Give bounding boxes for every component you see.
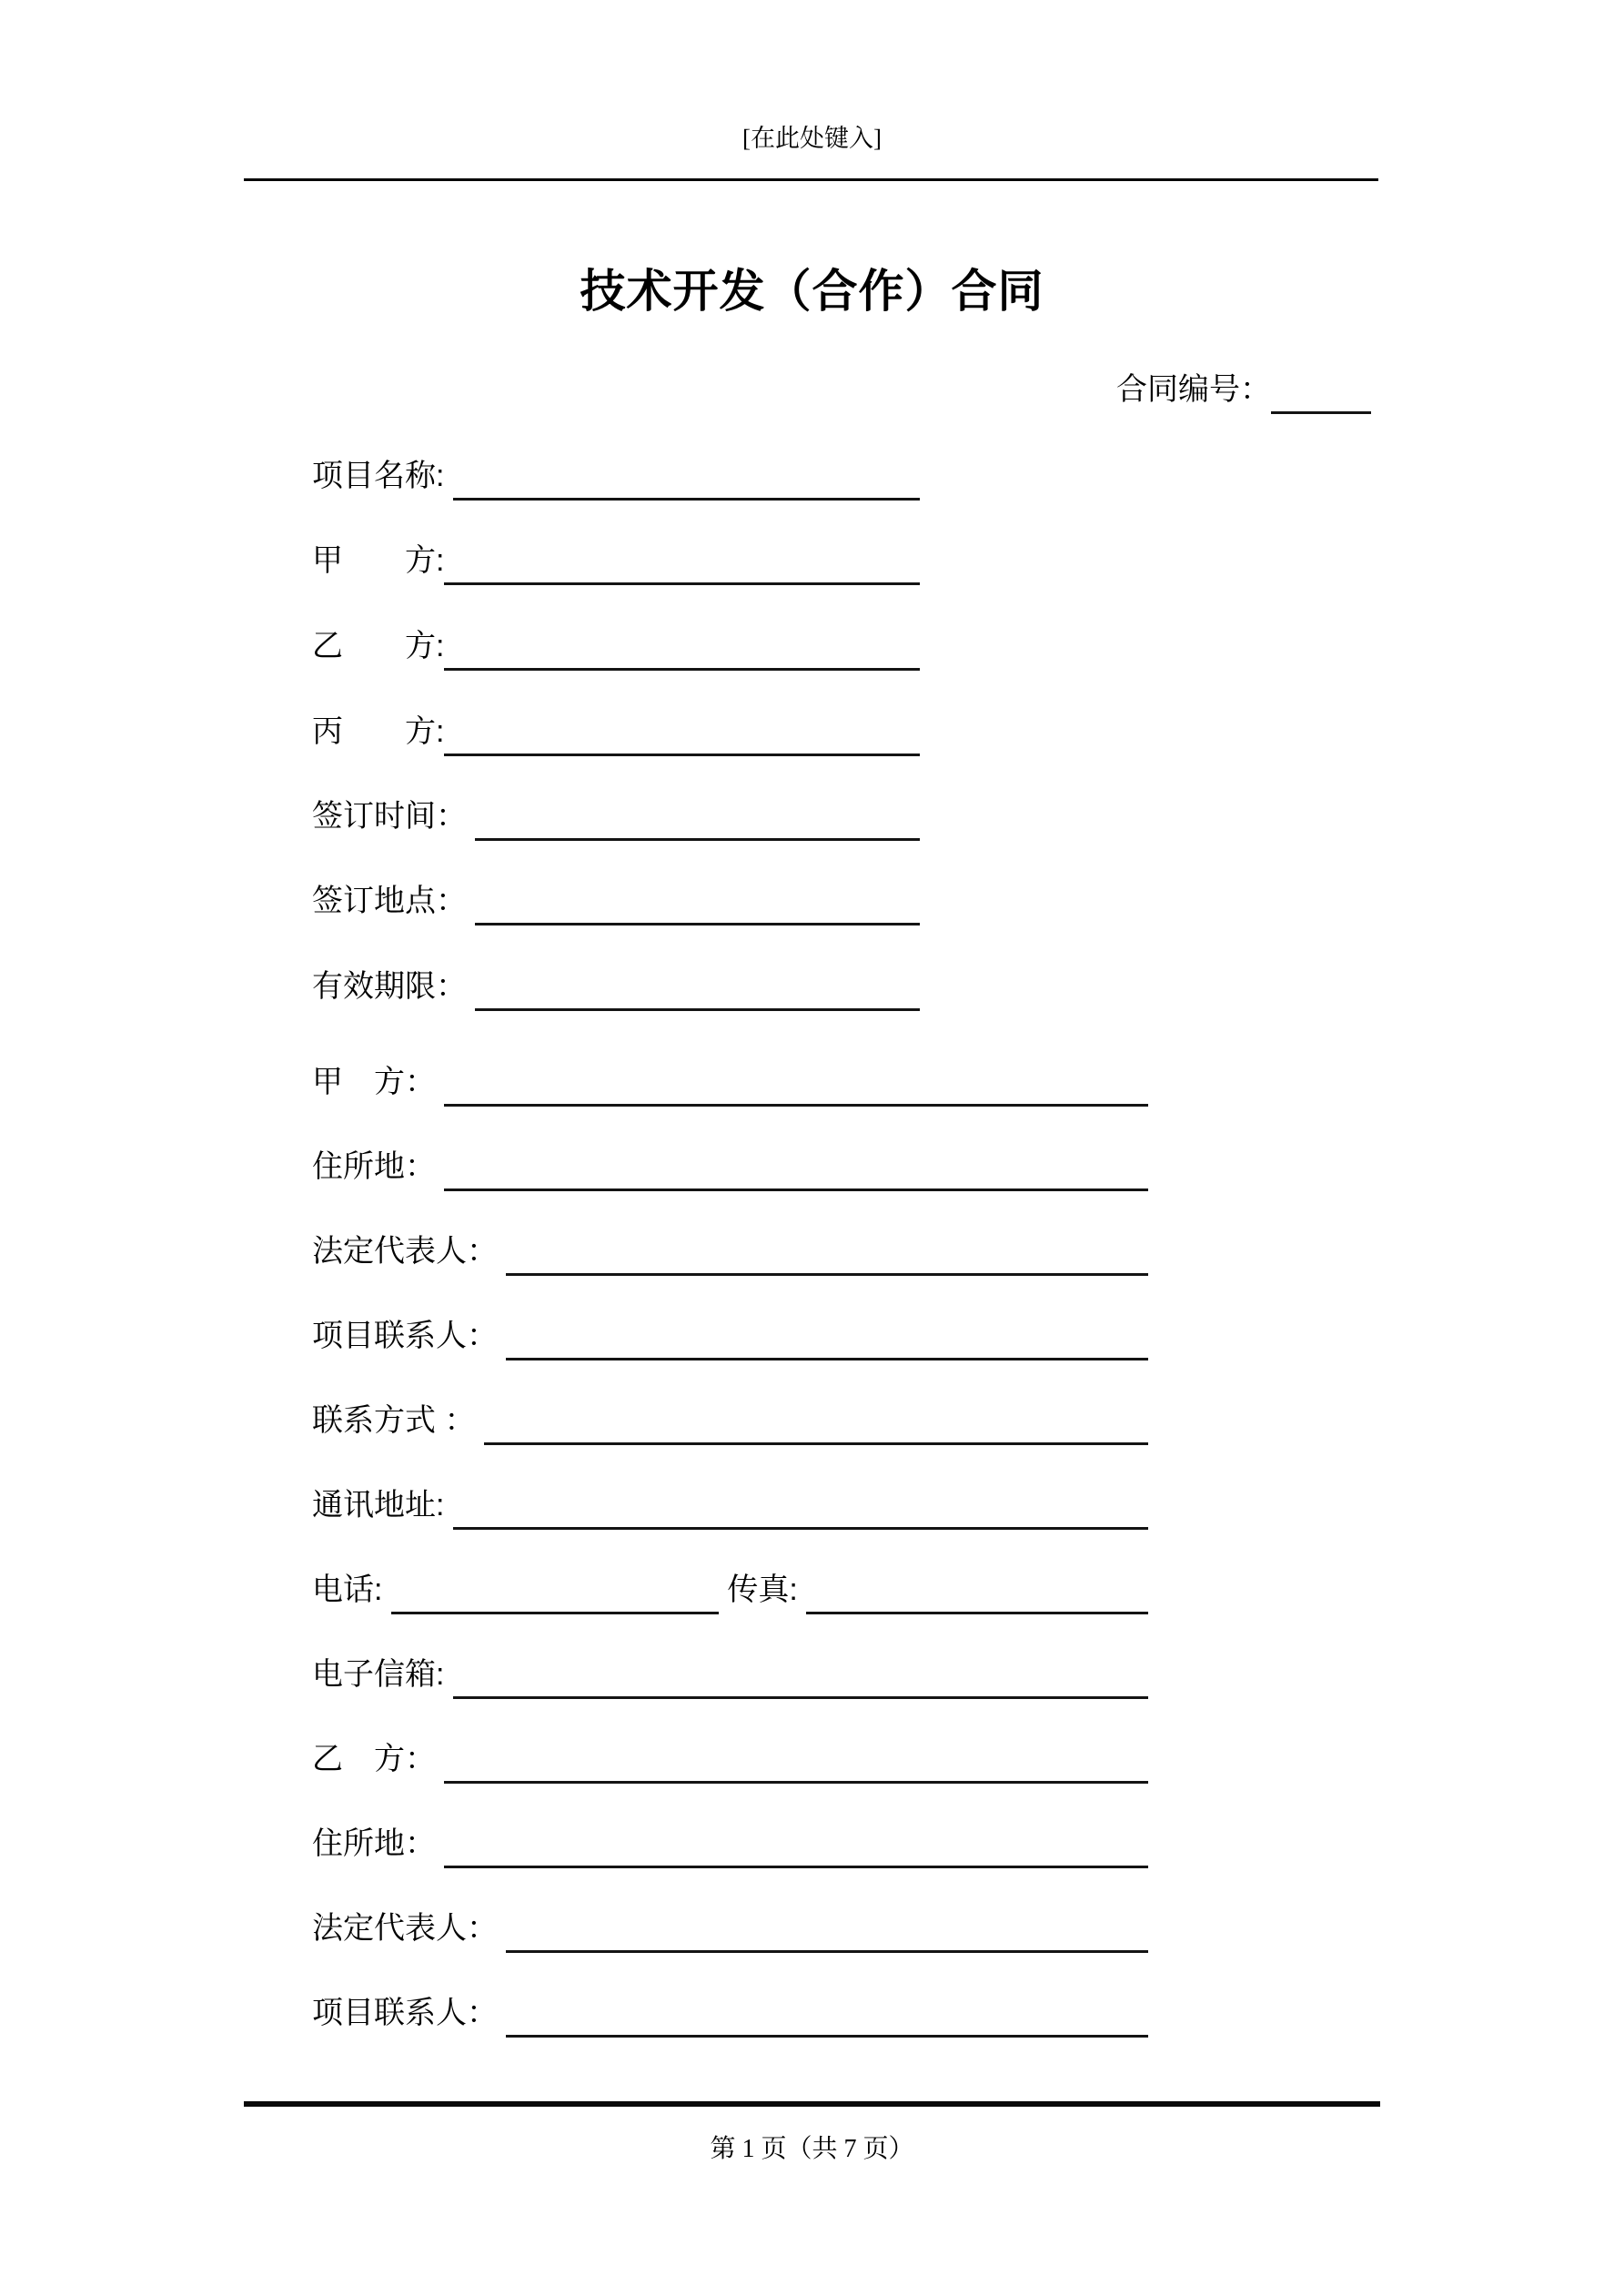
field-blank-line[interactable]: [444, 1866, 1148, 1868]
contract-number-blank[interactable]: [1271, 411, 1371, 414]
contract-number-label: 合同编号：: [1116, 372, 1271, 407]
form-row-party-a-short: [312, 536, 920, 587]
page-number: 第 1 页（共 7 页）: [710, 2135, 914, 2163]
field-label: 签订时间：: [312, 799, 476, 834]
field-label: 甲 方:: [312, 543, 445, 578]
header-placeholder[interactable]: [在此处键入]: [742, 125, 882, 152]
form-row-project-name: [312, 451, 920, 502]
field-blank-line[interactable]: [506, 1950, 1148, 1953]
field-label-phone: 电话:: [312, 1573, 391, 1607]
field-label: 乙 方:: [312, 629, 445, 663]
form-row-domicile-a: [312, 1142, 1148, 1193]
field-label: 法定代表人：: [312, 1234, 507, 1269]
field-blank-line[interactable]: [506, 1273, 1148, 1276]
form-row-domicile-b: [312, 1819, 1148, 1870]
field-label: 有效期限：: [312, 969, 476, 1004]
field-blank-line[interactable]: [506, 1358, 1148, 1360]
form-row-email-a: [312, 1650, 1148, 1701]
form-row-legal-rep-b: [312, 1904, 1148, 1955]
form-row-party-b-short: [312, 622, 920, 673]
contract-number-row: [1116, 365, 1371, 416]
form-row-party-c-short: [312, 707, 920, 758]
field-label: 项目名称:: [312, 459, 453, 493]
fax-blank-line[interactable]: [806, 1612, 1148, 1614]
field-label: 住所地：: [312, 1149, 445, 1184]
field-blank-line[interactable]: [444, 1188, 1148, 1191]
field-label: 项目联系人：: [312, 1319, 507, 1353]
field-blank-line[interactable]: [444, 668, 920, 671]
field-label: 项目联系人：: [312, 1996, 507, 2030]
field-blank-line[interactable]: [444, 754, 920, 756]
header-rule: [244, 178, 1378, 181]
form-row-sign-date: [312, 792, 920, 843]
field-blank-line[interactable]: [444, 582, 920, 585]
form-row-mailing-address-a: [312, 1481, 1148, 1532]
field-label: 签订地点：: [312, 884, 476, 918]
field-blank-line[interactable]: [484, 1442, 1148, 1445]
field-blank-line[interactable]: [506, 2035, 1148, 2038]
form-row-sign-place: [312, 876, 920, 927]
form-row-phone-fax-a: [312, 1565, 1148, 1616]
field-blank-line[interactable]: [453, 1527, 1148, 1530]
field-label: 电子信箱:: [312, 1657, 453, 1692]
field-label: 甲 方：: [312, 1065, 445, 1099]
field-blank-line[interactable]: [475, 923, 920, 925]
page-title: 技术开发（合作）合同: [580, 266, 1044, 317]
field-label: 法定代表人：: [312, 1911, 507, 1946]
field-label: 乙 方：: [312, 1742, 445, 1776]
form-row-contact-method-a: [312, 1396, 1148, 1447]
field-blank-line[interactable]: [475, 838, 920, 841]
form-row-project-contact-a: [312, 1311, 1148, 1362]
field-label: 住所地：: [312, 1826, 445, 1861]
footer-rule: [244, 2101, 1380, 2107]
field-label: 通讯地址:: [312, 1488, 453, 1522]
form-row-legal-rep-a: [312, 1227, 1148, 1278]
field-label: 联系方式 ：: [312, 1403, 484, 1438]
form-row-party-a: [312, 1057, 1148, 1108]
form-row-project-contact-b: [312, 1988, 1148, 2039]
field-blank-line[interactable]: [444, 1104, 1148, 1107]
field-blank-line[interactable]: [453, 498, 920, 501]
field-label: 丙 方:: [312, 714, 445, 749]
field-blank-line[interactable]: [453, 1696, 1148, 1699]
field-blank-line[interactable]: [444, 1781, 1148, 1784]
field-blank-line[interactable]: [475, 1008, 920, 1011]
phone-blank-line[interactable]: [391, 1612, 719, 1614]
form-row-party-b: [312, 1735, 1148, 1785]
form-row-valid-term: [312, 962, 920, 1013]
field-label-fax: 传真:: [718, 1573, 807, 1607]
